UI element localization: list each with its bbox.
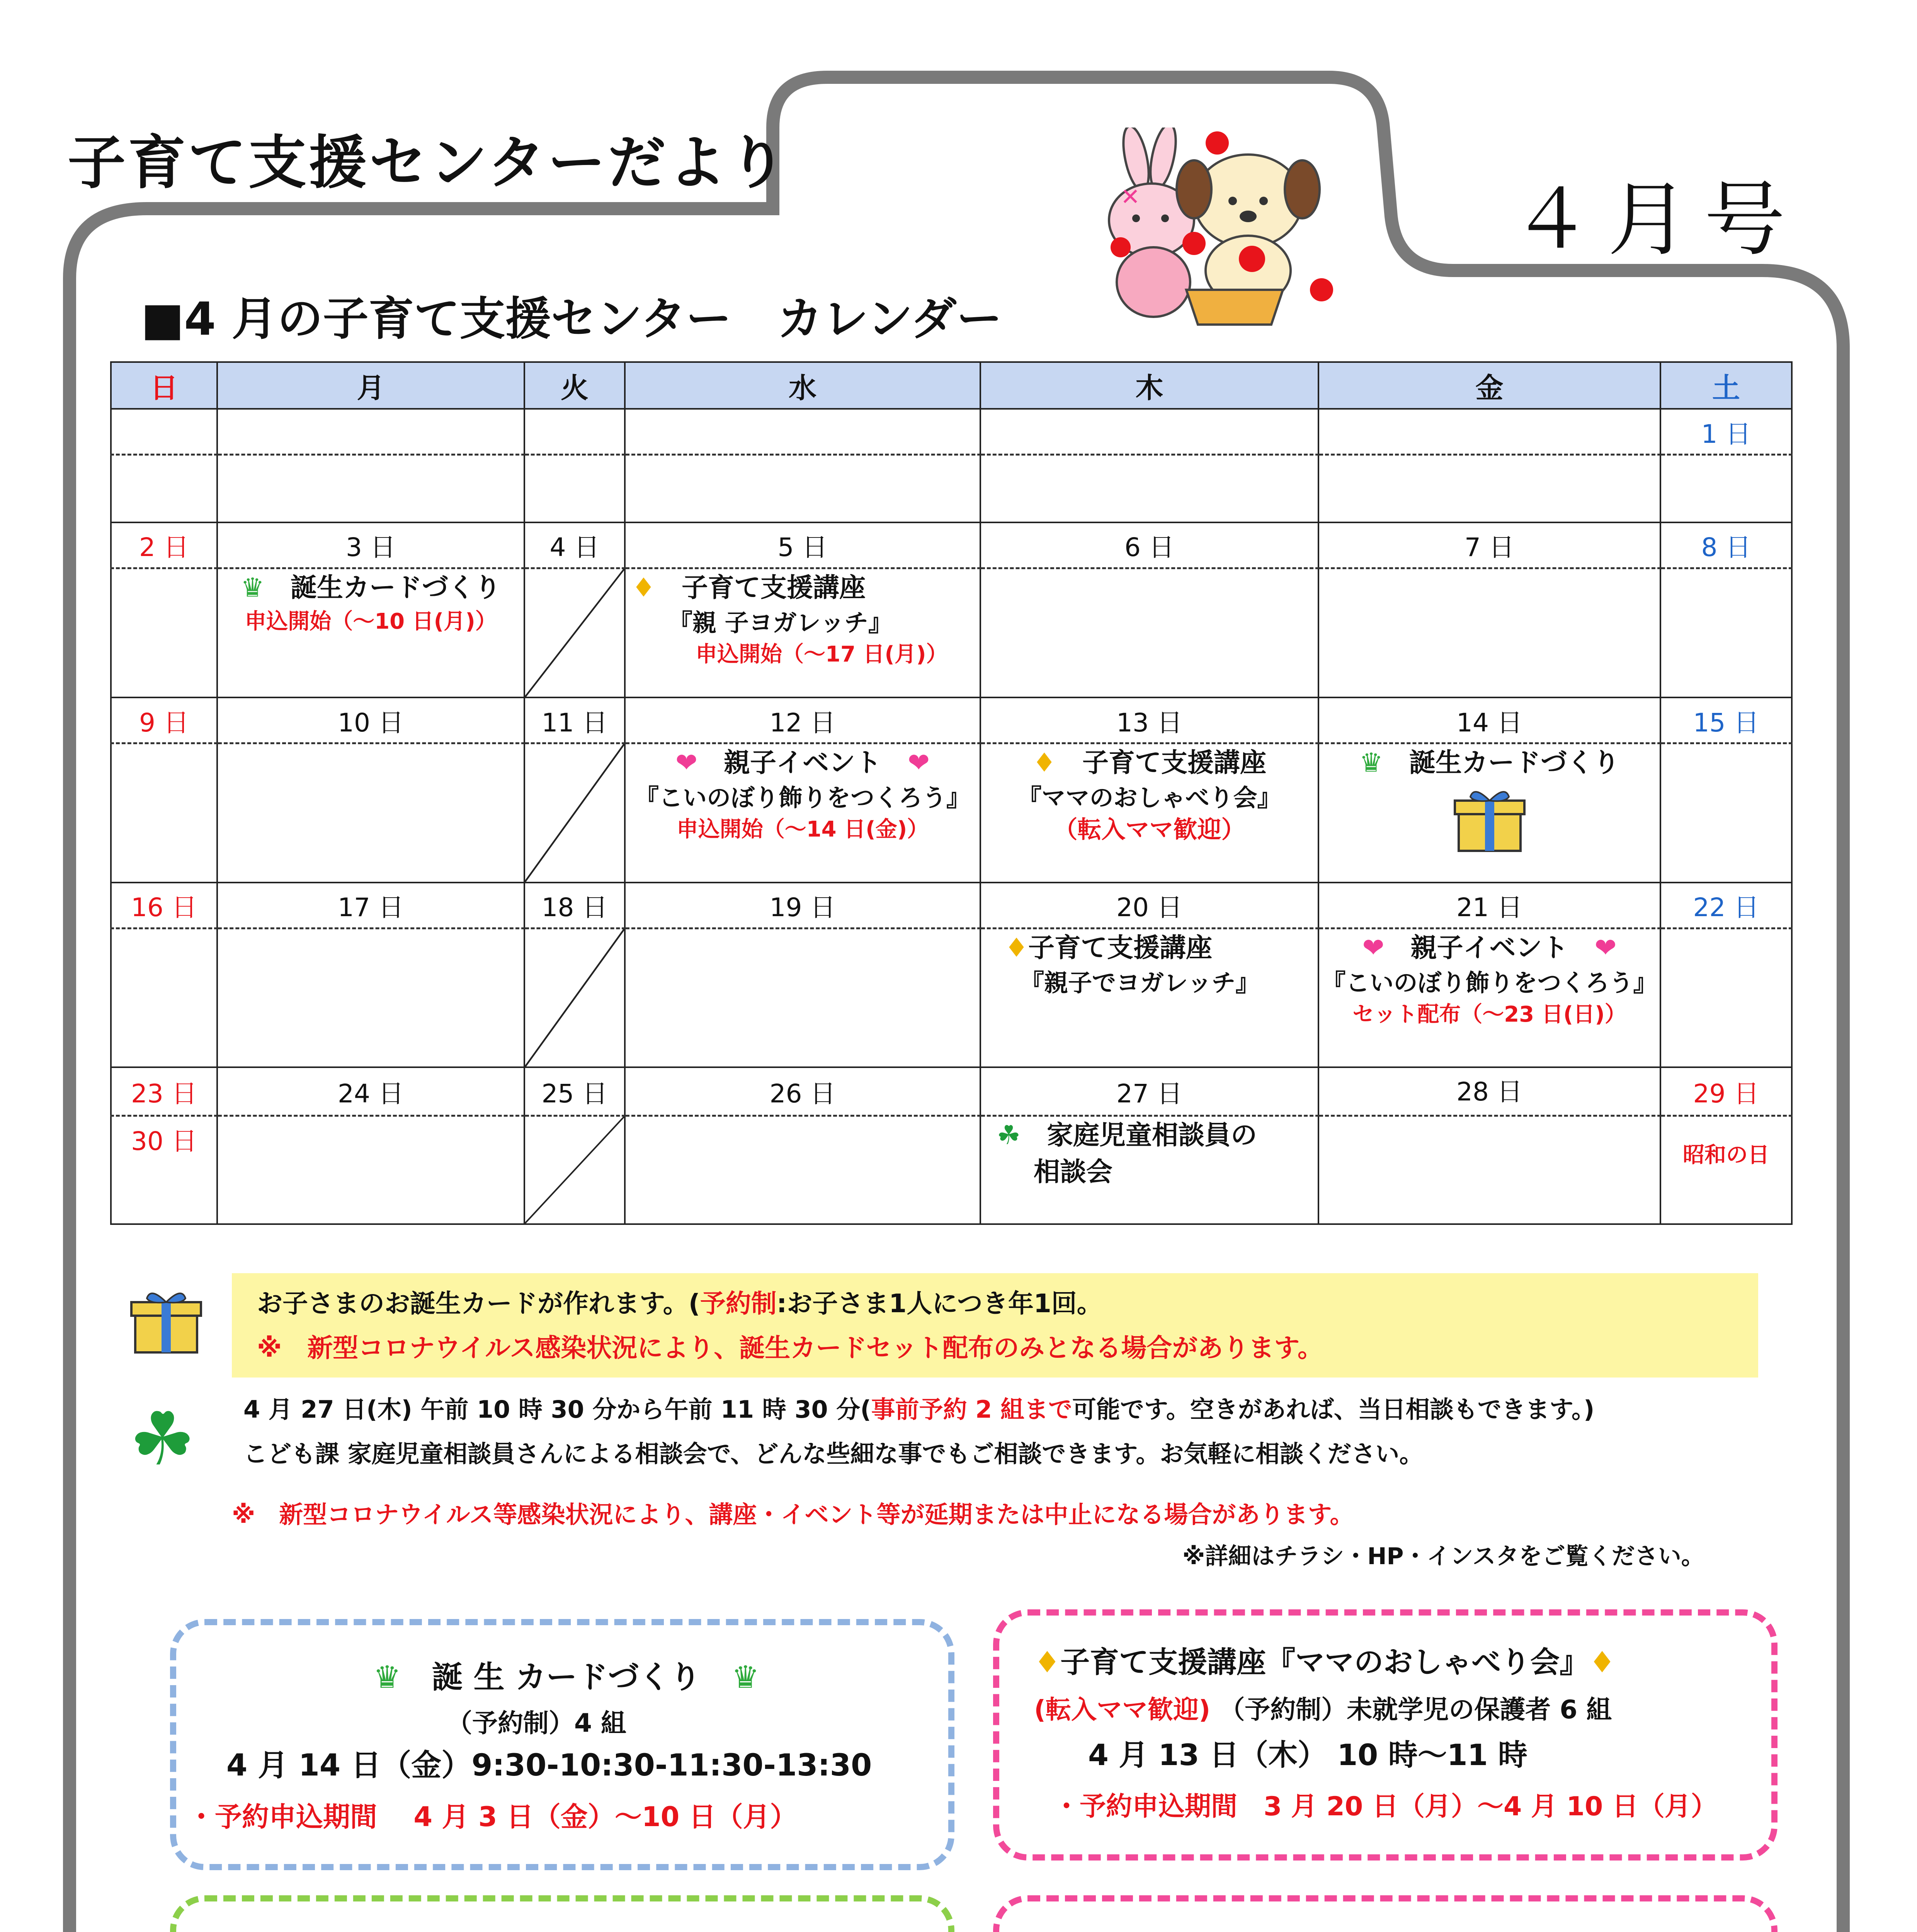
date-cell: 16 日 <box>111 883 217 929</box>
date-cell: 26 日 <box>625 1067 980 1116</box>
birthday-note: お子さまのお誕生カードが作れます。(予約制:お子さま1人につき年1回。 ※ 新型コロナウイルス感染状況により、誕生カードセット配布のみとなる場合があります。 <box>232 1273 1758 1378</box>
week-4-dates <box>111 883 1792 929</box>
tuesday-closed <box>524 743 625 883</box>
tuesday-closed <box>524 1116 625 1224</box>
date-cell: 28 日 <box>1318 1067 1660 1116</box>
date-cell: 21 日 <box>1318 883 1660 929</box>
date-cell: 27 日 <box>980 1067 1318 1116</box>
weekday-fri: 金 <box>1318 362 1660 409</box>
event-birthday-card: ♛ 誕生カードづくり <box>1318 743 1660 883</box>
event-koinobori: ❤ 親子イベント ❤ 『こいのぼり飾りをつくろう』 申込開始（～14 日(金)） <box>625 743 980 883</box>
weekday-sun: 日 <box>111 362 217 409</box>
issue-label: ４月号 <box>1511 172 1801 267</box>
crown-icon: ♛ <box>731 1659 760 1695</box>
event-koinobori: ❤ 親子イベント ❤ 『こいのぼり飾りをつくろう』 セット配布（～23 日(日)） <box>1318 928 1660 1067</box>
heart-icon: ❤ <box>1362 932 1385 963</box>
calendar-table <box>110 361 1793 1225</box>
date-cell: 5 日 <box>625 522 980 568</box>
week-3-dates <box>111 697 1792 743</box>
weekday-tue: 火 <box>524 362 625 409</box>
details-note: ※詳細はチラシ・HP・インスタをご覧ください。 <box>1182 1543 1704 1570</box>
clover-icon: ☘ <box>129 1396 196 1482</box>
date-cell: 3 日 <box>217 522 524 568</box>
date-cell: 15 日 <box>1660 697 1792 743</box>
weekday-header <box>111 362 1792 409</box>
covid-warning: ※ 新型コロナウイルス等感染状況により、講座・イベント等が延期または中止になる場合があります。 <box>232 1500 1354 1529</box>
diamond-icon: ♦ <box>1034 1645 1061 1679</box>
date-cell: 4 日 <box>524 522 625 568</box>
date-cell: 8 日 <box>1660 522 1792 568</box>
date-cell: 30 日 <box>111 1116 217 1224</box>
weekday-mon: 月 <box>217 362 524 409</box>
date-cell: 18 日 <box>524 883 625 929</box>
date-cell: 14 日 <box>1318 697 1660 743</box>
date-cell: 6 日 <box>980 522 1318 568</box>
svg-text:✕: ✕ <box>1121 184 1140 211</box>
event-yoga-course: ♦子育て支援講座 『親子でヨガレッチ』 <box>980 928 1318 1067</box>
week-5-body <box>111 1116 1792 1224</box>
diamond-icon: ♦ <box>1005 932 1028 963</box>
heart-icon: ❤ <box>675 748 697 778</box>
birthday-card-box: ♛ 誕 生 カードづくり ♛ （予約制）4 組 4 月 14 日（金）9:30-10:30-11:30-13:30 ・予約申込期間 4 月 3 日（金）～10 日（月） <box>170 1619 954 1870</box>
event-consultation: ☘ 家庭児童相談員の 相談会 <box>980 1116 1318 1224</box>
date-cell: 19 日 <box>625 883 980 929</box>
gift-icon <box>128 1287 205 1356</box>
koinobori-box <box>170 1895 954 1932</box>
tuesday-closed <box>524 928 625 1067</box>
week-1-dates <box>111 409 1792 455</box>
tuesday-closed <box>524 568 625 697</box>
date-cell: 1 日 <box>1660 409 1792 455</box>
week-1-body <box>111 455 1792 522</box>
date-cell: 9 日 <box>111 697 217 743</box>
heart-icon: ❤ <box>1594 932 1617 963</box>
yoga-box <box>993 1895 1778 1932</box>
date-cell: 11 日 <box>524 697 625 743</box>
diamond-icon: ♦ <box>1032 748 1056 778</box>
date-cell: 17 日 <box>217 883 524 929</box>
date-cell: 25 日 <box>524 1067 625 1116</box>
crown-icon: ♛ <box>241 572 264 603</box>
clover-icon: ☘ <box>997 1120 1021 1151</box>
date-cell: 24 日 <box>217 1067 524 1116</box>
week-3-body <box>111 743 1792 883</box>
diamond-icon: ♦ <box>632 572 655 603</box>
consultation-note: 4 月 27 日(木) 午前 10 時 30 分から午前 11 時 30 分(事前予約 2 組まで可能です。空きがあれば、当日相談もできます。) こども課 家庭児童相談員さんによる相談会で、どんな些細な事でもご相談できます。お気軽に相談ください。 <box>243 1395 1595 1468</box>
gift-icon <box>1451 785 1528 855</box>
date-cell: 20 日 <box>980 883 1318 929</box>
weekday-wed: 水 <box>625 362 980 409</box>
week-5-dates <box>111 1067 1792 1116</box>
holiday-label: 昭和の日 <box>1660 1116 1792 1224</box>
mascot-illustration <box>1090 128 1360 328</box>
date-cell: 10 日 <box>217 697 524 743</box>
heart-icon: ❤ <box>908 748 930 778</box>
date-cell: 23 日 <box>111 1067 217 1116</box>
event-birthday-card: ♛ 誕生カードづくり 申込開始（～10 日(月)） <box>217 568 524 697</box>
week-2-dates <box>111 522 1792 568</box>
date-cell: 2 日 <box>111 522 217 568</box>
crown-icon: ♛ <box>373 1659 401 1695</box>
weekday-thu: 木 <box>980 362 1318 409</box>
week-4-body <box>111 928 1792 1067</box>
week-2-body <box>111 568 1792 697</box>
crown-icon: ♛ <box>1359 748 1383 778</box>
diamond-icon: ♦ <box>1589 1645 1616 1679</box>
date-cell: 7 日 <box>1318 522 1660 568</box>
newsletter-title: 子育て支援センターだより <box>68 129 789 197</box>
date-cell: 29 日 <box>1660 1067 1792 1116</box>
date-cell: 13 日 <box>980 697 1318 743</box>
event-mama-talk: ♦ 子育て支援講座 『ママのおしゃべり会』 （転入ママ歓迎） <box>980 743 1318 883</box>
mama-talk-box: ♦子育て支援講座『ママのおしゃべり会』♦ (転入ママ歓迎) （予約制）未就学児の保護者 6 組 4 月 13 日（木） 10 時～11 時 ・予約申込期間 3 月 20 日（月）～4 月 10 日（月） <box>993 1609 1778 1861</box>
calendar-title: ■4 月の子育て支援センター カレンダー <box>141 292 1002 345</box>
date-cell: 12 日 <box>625 697 980 743</box>
event-yoga-course: ♦ 子育て支援講座 『親 子ヨガレッチ』 申込開始（～17 日(月)） <box>625 568 980 697</box>
weekday-sat: 土 <box>1660 362 1792 409</box>
date-cell: 22 日 <box>1660 883 1792 929</box>
